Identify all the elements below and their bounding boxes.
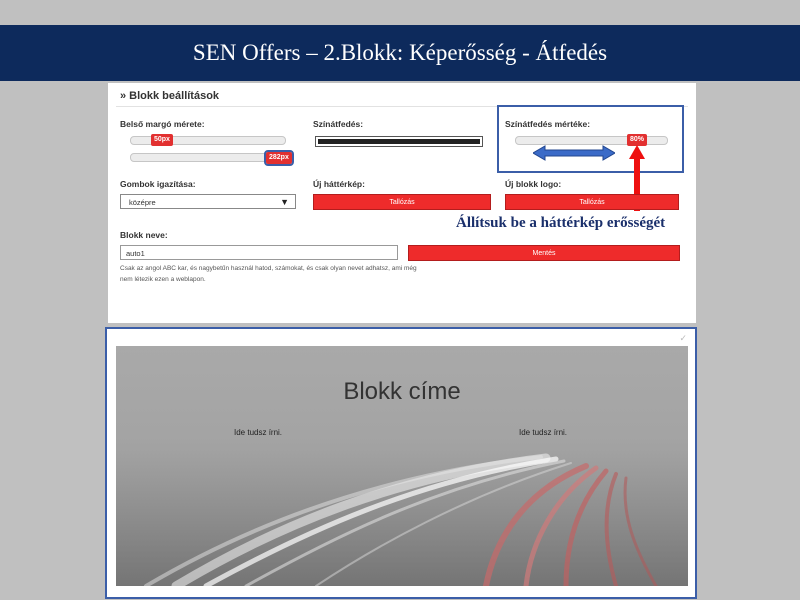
inner-margin-bottom-slider[interactable] — [130, 153, 286, 162]
block-name-label: Blokk neve: — [120, 230, 168, 240]
button-alignment-selected: középre — [129, 198, 156, 207]
new-logo-label: Új blokk logo: — [505, 179, 562, 189]
check-icon: ✓ — [679, 333, 687, 343]
block-name-hint: Csak az angol ABC kar, és nagybetűn használ hatod, számokat, és csak olyan nevet adhatsz, ami még nem létezik ezen a weblapon. — [120, 265, 417, 283]
block-preview — [116, 346, 688, 586]
overlay-label: Színátfedés: — [313, 119, 364, 129]
dropdown-caret-icon: ▼ — [280, 197, 289, 207]
overlay-color-input[interactable] — [315, 136, 483, 147]
annotation-text: Állítsuk be a háttérkép erősségét — [456, 215, 666, 231]
overlay-amount-value[interactable]: 80% — [627, 134, 647, 146]
block-preview-frame — [105, 327, 697, 599]
left-column-text: Ide tudsz írni. — [234, 428, 283, 437]
button-alignment-label: Gombok igazítása: — [120, 179, 196, 189]
settings-heading: » Blokk beállítások — [120, 90, 220, 102]
overlay-amount-label: Színátfedés mértéke: — [505, 119, 591, 129]
block-name-input[interactable]: auto1 — [120, 245, 398, 260]
save-button[interactable]: Mentés — [408, 245, 680, 261]
right-column-text: Ide tudsz írni. — [519, 428, 568, 437]
new-background-label: Új háttérkép: — [313, 179, 365, 189]
new-logo-browse-button[interactable]: Tallózás — [505, 194, 679, 210]
inner-margin-top-value[interactable]: 50px — [151, 134, 173, 146]
inner-margin-label: Belső margó mérete: — [120, 119, 205, 129]
button-alignment-select[interactable] — [120, 194, 296, 209]
slide-title-bar — [0, 25, 800, 81]
block-settings-panel — [108, 83, 696, 323]
block-title: Blokk címe — [343, 378, 461, 405]
slider-direction-arrow-icon — [533, 145, 615, 161]
new-background-browse-button[interactable]: Tallózás — [313, 194, 491, 210]
inner-margin-bottom-value[interactable]: 282px — [266, 152, 292, 164]
slide-title: SEN Offers – 2.Blokk: Képerősség - Átfedés — [192, 40, 608, 65]
